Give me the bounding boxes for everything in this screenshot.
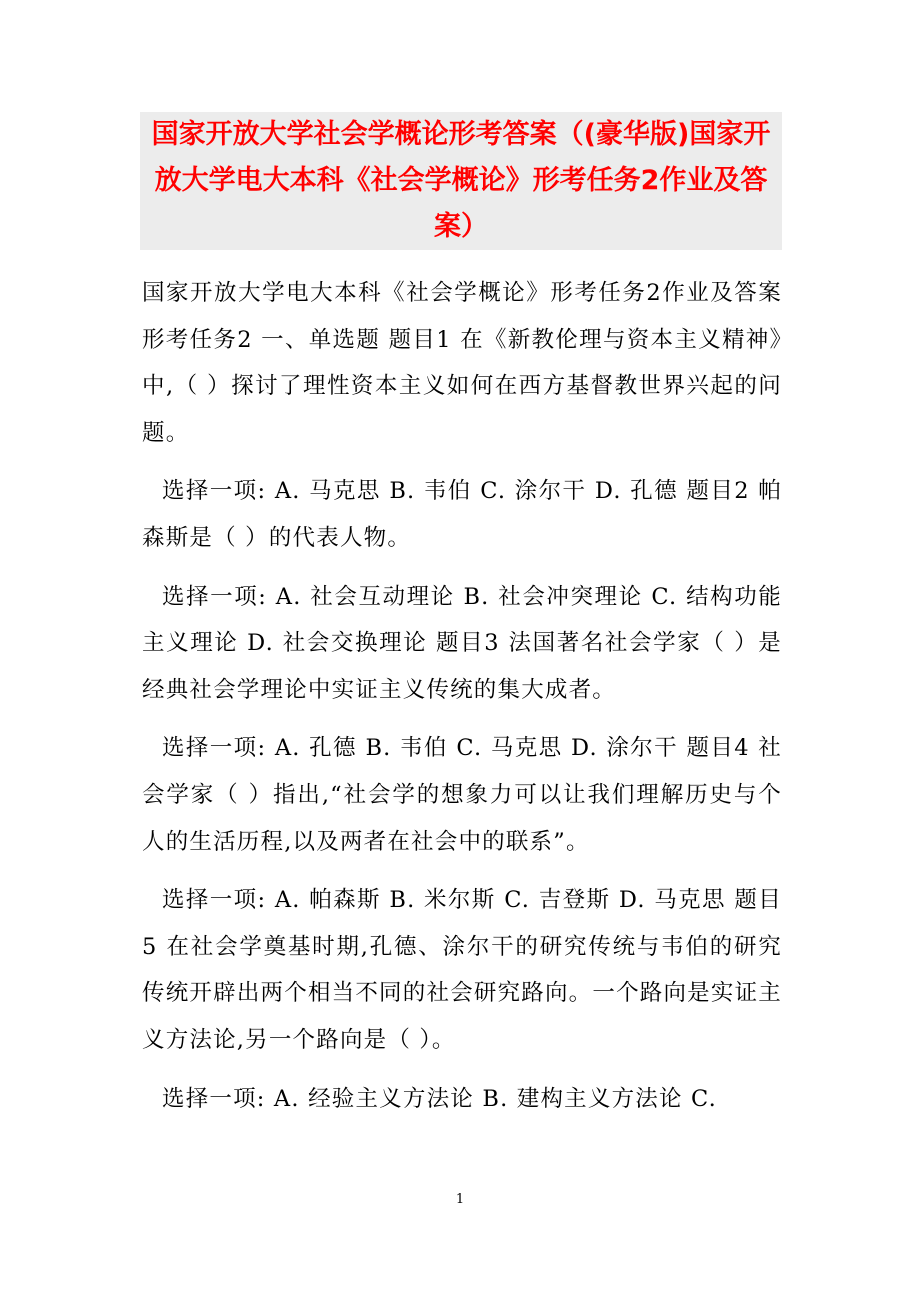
- paragraph: 选择一项: A. 马克思 B. 韦伯 C. 涂尔干 D. 孔德 题目2 帕森斯是（ ）的代表人物。: [142, 478, 782, 551]
- paragraph: 选择一项: A. 帕森斯 B. 米尔斯 C. 吉登斯 D. 马克思 题目5 在社会学奠基时期,孔德、涂尔干的研究传统与韦伯的研究传统开辟出两个相当不同的社会研究路向。一个路向是实证主义方法论,另一个路向是（ ）。: [142, 887, 782, 1053]
- document-body: [142, 270, 782, 1134]
- paragraph: 选择一项: A. 孔德 B. 韦伯 C. 马克思 D. 涂尔干 题目4 社会学家（ ）指出,“社会学的想象力可以让我们理解历史与个人的生活历程,以及两者在社会中的联系”。: [142, 735, 782, 855]
- paragraph: 国家开放大学电大本科《社会学概论》形考任务2作业及答案 形考任务2 一、单选题 题目1 在《新教伦理与资本主义精神》中,（ ）探讨了理性资本主义如何在西方基督教世界兴起的问题。: [142, 280, 782, 446]
- page-number: 1: [455, 1192, 465, 1207]
- paragraph: 选择一项: A. 社会互动理论 B. 社会冲突理论 C. 结构功能主义理论 D. 社会交换理论 题目3 法国著名社会学家（ ）是经典社会学理论中实证主义传统的集大成者。: [142, 583, 782, 703]
- document-title: 国家开放大学社会学概论形考答案（(豪华版)国家开放大学电大本科《社会学概论》形考任务2作业及答案）: [140, 112, 782, 250]
- paragraph: 选择一项: A. 经验主义方法论 B. 建构主义方法论 C.: [162, 1085, 717, 1112]
